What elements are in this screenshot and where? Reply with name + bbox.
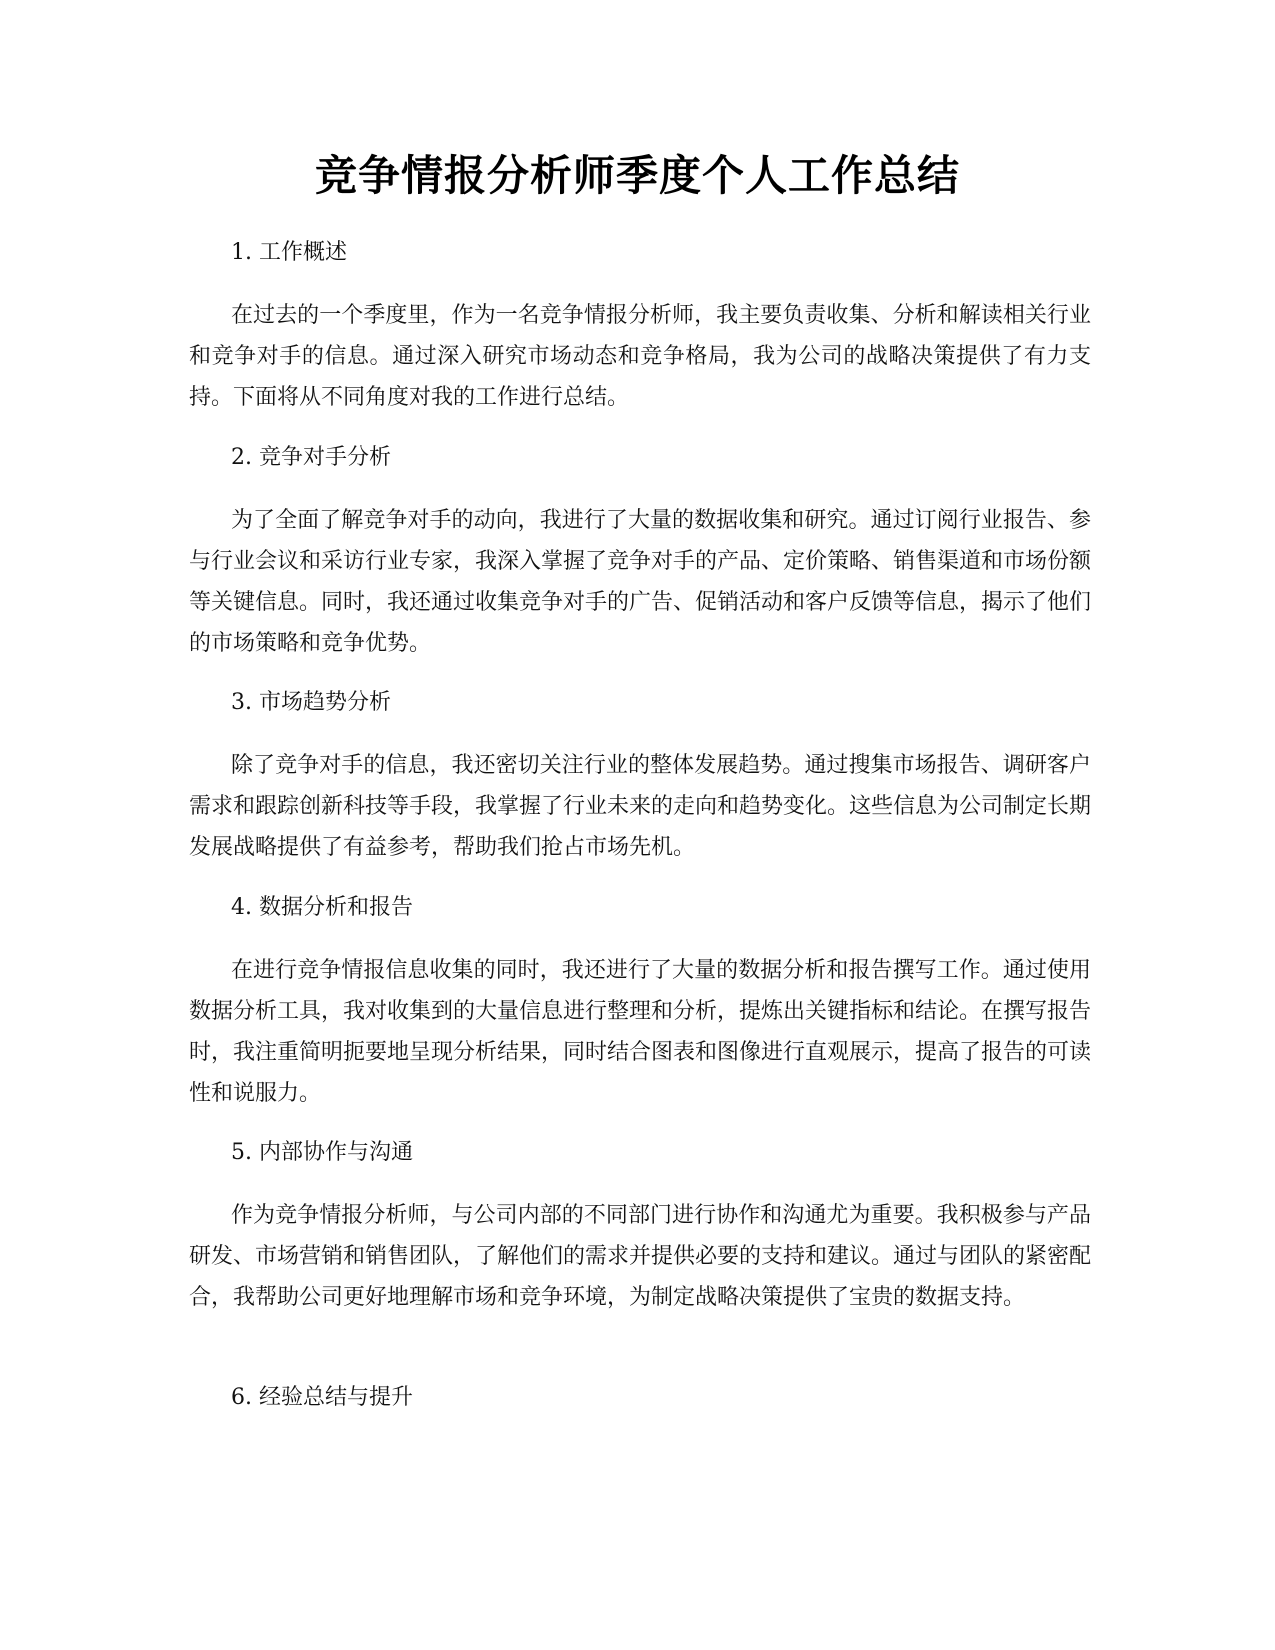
section-paragraph-market-trends: 除了竞争对手的信息，我还密切关注行业的整体发展趋势。通过搜集市场报告、调研客户需求和跟踪创新科技等手段，我掌握了行业未来的走向和趋势变化。这些信息为公司制定长期发展战略提供了有益参考，帮助我们抢占市场先机。 [189, 753, 1092, 860]
section-heading-experience-summary: 6. 经验总结与提升 [231, 1385, 413, 1410]
section-heading-collaboration: 5. 内部协作与沟通 [231, 1140, 413, 1165]
section-paragraph-data-analysis: 在进行竞争情报信息收集的同时，我还进行了大量的数据分析和报告撰写工作。通过使用数据分析工具，我对收集到的大量信息进行整理和分析，提炼出关键指标和结论。在撰写报告时，我注重简明扼要地呈现分析结果，同时结合图表和图像进行直观展示，提高了报告的可读性和说服力。 [189, 958, 1092, 1106]
section-heading-competitor-analysis: 2. 竞争对手分析 [231, 445, 391, 470]
section-paragraph-work-overview: 在过去的一个季度里，作为一名竞争情报分析师，我主要负责收集、分析和解读相关行业和竞争对手的信息。通过深入研究市场动态和竞争格局，我为公司的战略决策提供了有力支持。下面将从不同角度对我的工作进行总结。 [189, 303, 1091, 410]
section-heading-work-overview: 1. 工作概述 [231, 240, 347, 265]
section-paragraph-collaboration: 作为竞争情报分析师，与公司内部的不同部门进行协作和沟通尤为重要。我积极参与产品研发、市场营销和销售团队，了解他们的需求并提供必要的支持和建议。通过与团队的紧密配合，我帮助公司更好地理解市场和竞争环境，为制定战略决策提供了宝贵的数据支持。 [189, 1203, 1092, 1310]
document-title: 竞争情报分析师季度个人工作总结 [314, 151, 960, 200]
section-heading-market-trends: 3. 市场趋势分析 [231, 690, 391, 715]
section-paragraph-competitor-analysis: 为了全面了解竞争对手的动向，我进行了大量的数据收集和研究。通过订阅行业报告、参与行业会议和采访行业专家，我深入掌握了竞争对手的产品、定价策略、销售渠道和市场份额等关键信息。同时，我还通过收集竞争对手的广告、促销活动和客户反馈等信息，揭示了他们的市场策略和竞争优势。 [189, 508, 1092, 656]
section-heading-data-analysis: 4. 数据分析和报告 [231, 895, 413, 920]
